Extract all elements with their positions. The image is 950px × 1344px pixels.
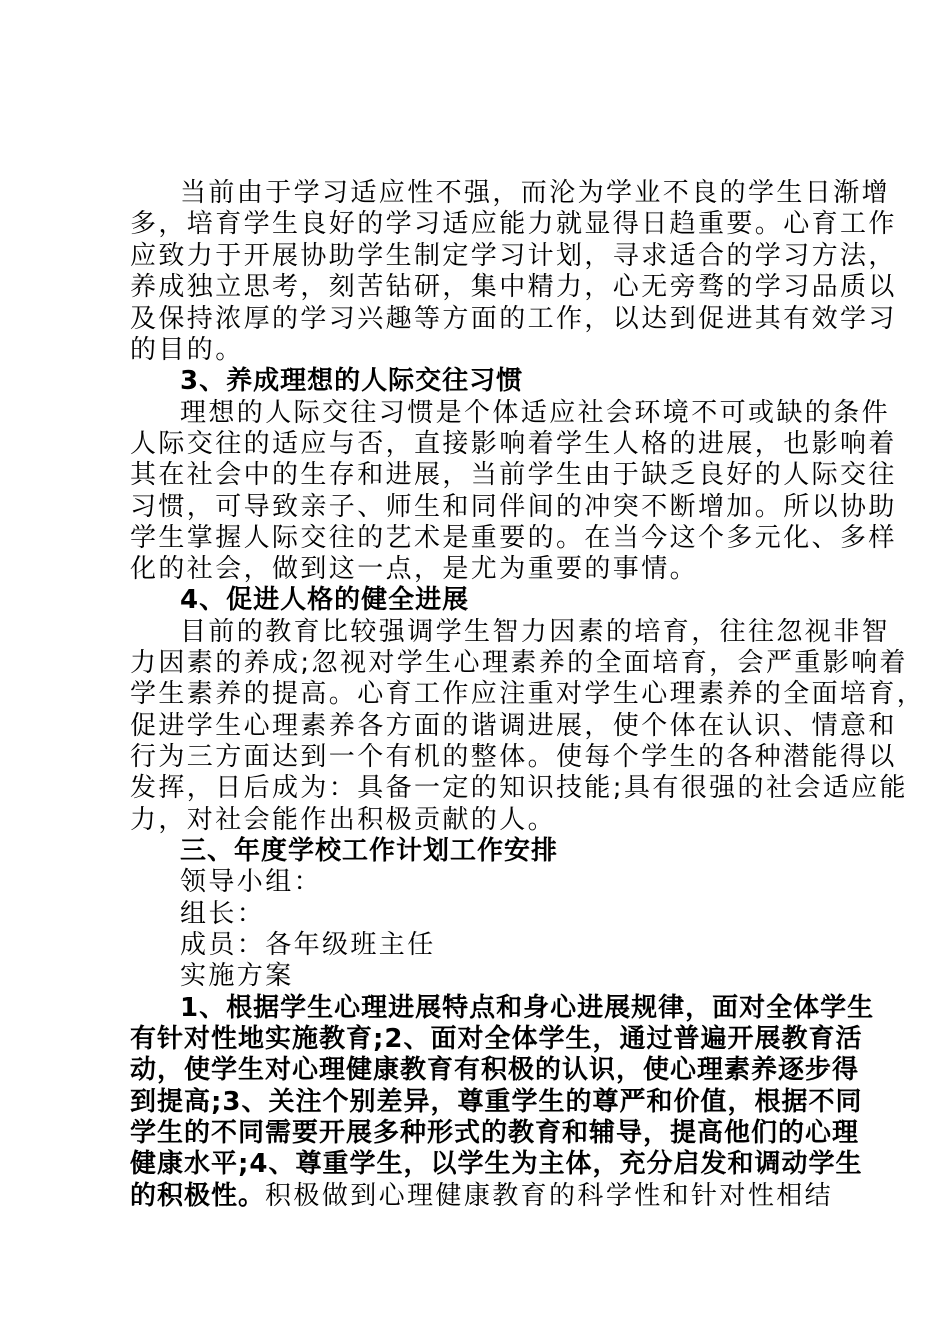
members-label: 成员：各年级班主任 [180, 930, 436, 960]
paragraph-line: 化的社会，做到这一点，是尤为重要的事情。 [130, 554, 699, 584]
paragraph-line: 多，培育学生良好的学习适应能力就显得日趋重要。心育工作 [130, 209, 897, 239]
section-heading: 4、促进人格的健全进展 [180, 585, 470, 615]
paragraph-line: 动，使学生对心理健康教育有积极的认识，使心理素养逐步得 [130, 1055, 860, 1085]
paragraph-line: 理想的人际交往习惯是个体适应社会环境不可或缺的条件 [180, 398, 891, 428]
paragraph-line: 的目的。 [130, 335, 244, 365]
paragraph-line: 学生的不同需要开展多种形式的教育和辅导，提高他们的心理 [130, 1118, 860, 1148]
paragraph-line: 发挥，日后成为：具备一定的知识技能;具有很强的社会适应能 [130, 773, 908, 803]
leader-label: 组长： [180, 899, 266, 929]
light-text-segment: 积极做到心理健康教育的科学性和针对性相结 [265, 1181, 834, 1211]
paragraph-line [130, 1181, 850, 1212]
paragraph-line: 人际交往的适应与否，直接影响着学生人格的进展，也影响着 [130, 429, 897, 459]
paragraph-line: 其在社会中的生存和进展，当前学生由于缺乏良好的人际交往 [130, 460, 897, 490]
paragraph-line: 力，对社会能作出积极贡献的人。 [130, 805, 557, 835]
paragraph-line: 养成独立思考，刻苦钻研，集中精力，心无旁骛的学习品质以 [130, 272, 897, 302]
section-heading: 三、年度学校工作计划工作安排 [180, 836, 559, 866]
paragraph-line: 及保持浓厚的学习兴趣等方面的工作，以达到促进其有效学习 [130, 304, 897, 334]
paragraph-line: 力因素的养成;忽视对学生心理素养的全面培育，会严重影响着 [130, 648, 908, 678]
paragraph-line: 1、根据学生心理进展特点和身心进展规律，面对全体学生 [180, 993, 875, 1023]
paragraph-line: 当前由于学习适应性不强，而沦为学业不良的学生日渐增 [180, 178, 891, 208]
plan-label: 实施方案 [180, 961, 294, 991]
section-heading: 3、养成理想的人际交往习惯 [180, 366, 524, 396]
paragraph-line: 行为三方面达到一个有机的整体。使每个学生的各种潜能得以 [130, 742, 897, 772]
paragraph-line: 到提高;3、关注个别差异，尊重学生的尊严和价值，根据不同 [130, 1087, 863, 1117]
paragraph-line: 学生掌握人际交往的艺术是重要的。在当今这个多元化、多样 [130, 523, 897, 553]
paragraph-line: 应致力于开展协助学生制定学习计划，寻求适合的学习方法， [130, 241, 897, 271]
paragraph-line: 学生素养的提高。心育工作应注重对学生心理素养的全面培育， [130, 679, 926, 709]
paragraph-line: 促进学生心理素养各方面的谐调进展，使个体在认识、情意和 [130, 711, 897, 741]
paragraph-line: 习惯，可导致亲子、师生和同伴间的冲突不断增加。所以协助 [130, 492, 897, 522]
paragraph-line: 有针对性地实施教育;2、面对全体学生，通过普遍开展教育活 [130, 1024, 863, 1054]
bold-text-segment: 的积极性。 [130, 1181, 266, 1211]
paragraph-line: 健康水平;4、尊重学生，以学生为主体，充分启发和调动学生 [130, 1149, 863, 1179]
leadership-label: 领导小组： [180, 867, 323, 897]
paragraph-line: 目前的教育比较强调学生智力因素的培育，往往忽视非智 [180, 617, 891, 647]
